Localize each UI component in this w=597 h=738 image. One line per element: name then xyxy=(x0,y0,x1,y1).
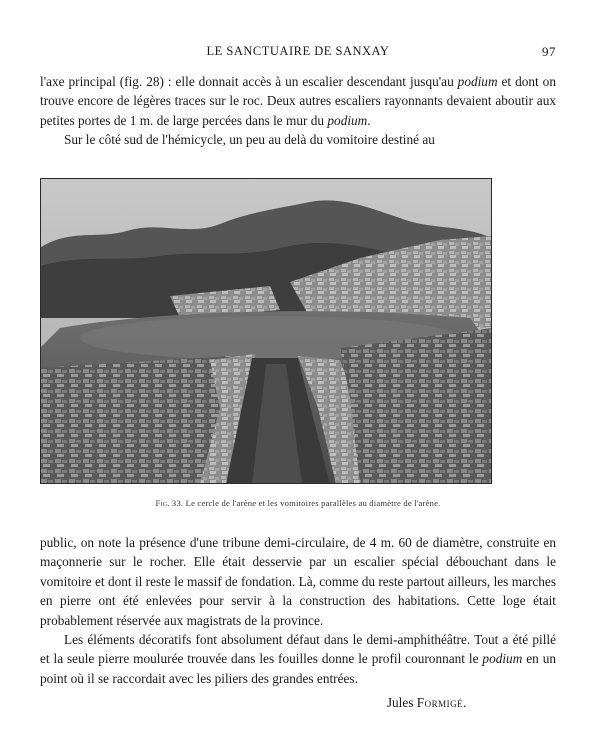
author-first-name: Jules xyxy=(386,695,417,710)
italic-term: podium xyxy=(327,112,368,128)
paragraph-text: Les éléments décoratifs font absolument défaut dans le demi-amphithéâtre. Tout a été pillé et la seule pierre moulurée trouvée dans les fouilles donne le profil couronnant le xyxy=(40,632,556,667)
arena-photograph xyxy=(40,178,492,484)
page-number: 97 xyxy=(542,44,556,59)
paragraph-text: en un point où il se raccordait avec les piliers des grandes entrées. xyxy=(40,651,556,686)
text-block-top xyxy=(40,72,556,150)
author-surname: Formigé. xyxy=(416,695,467,710)
italic-term: podium xyxy=(482,651,523,667)
running-title: LE SANCTUAIRE DE SANXAY xyxy=(206,44,390,58)
running-head xyxy=(40,44,556,62)
paragraph xyxy=(40,72,556,130)
paragraph: public, on note la présence d'une tribune demi-circulaire, de 4 m. 60 de diamètre, construite en maçonnerie sur le rocher. Elle était desservie par un escalier spécial débouchant dans le vomitoire et dont il reste le massif de fondation. Là, comme du reste partout ailleurs, les marches en pierre ont été enlevées pour servir à la construction des habitations. Cette loge était probablement réservée aux magistrats de la province. xyxy=(40,535,556,628)
italic-term: podium xyxy=(457,74,498,89)
text-block-bottom xyxy=(40,533,556,688)
figure-label: Fig. 33. xyxy=(155,498,184,508)
paragraph-text: . xyxy=(367,112,371,128)
caption-text: Le cercle de l'arène et les vomitoires parallèles au diamètre de l'arène. xyxy=(183,498,441,508)
figure-photograph xyxy=(40,178,492,484)
paragraph-text: et dont on trouve encore de légères traces sur le roc. Deux autres escaliers rayonnants devaient aboutir aux petites portes de 1 m. de large percées dans le mur du xyxy=(40,74,556,128)
paragraph-text: l'axe principal (fig. 28) : elle donnait accès à un escalier descendant jusqu'au xyxy=(40,74,458,89)
figure-caption xyxy=(40,498,556,508)
author-signature xyxy=(387,695,467,711)
paragraph: Sur le côté sud de l'hémicycle, un peu au delà du vomitoire destiné au xyxy=(64,132,435,148)
paragraph xyxy=(40,630,556,688)
